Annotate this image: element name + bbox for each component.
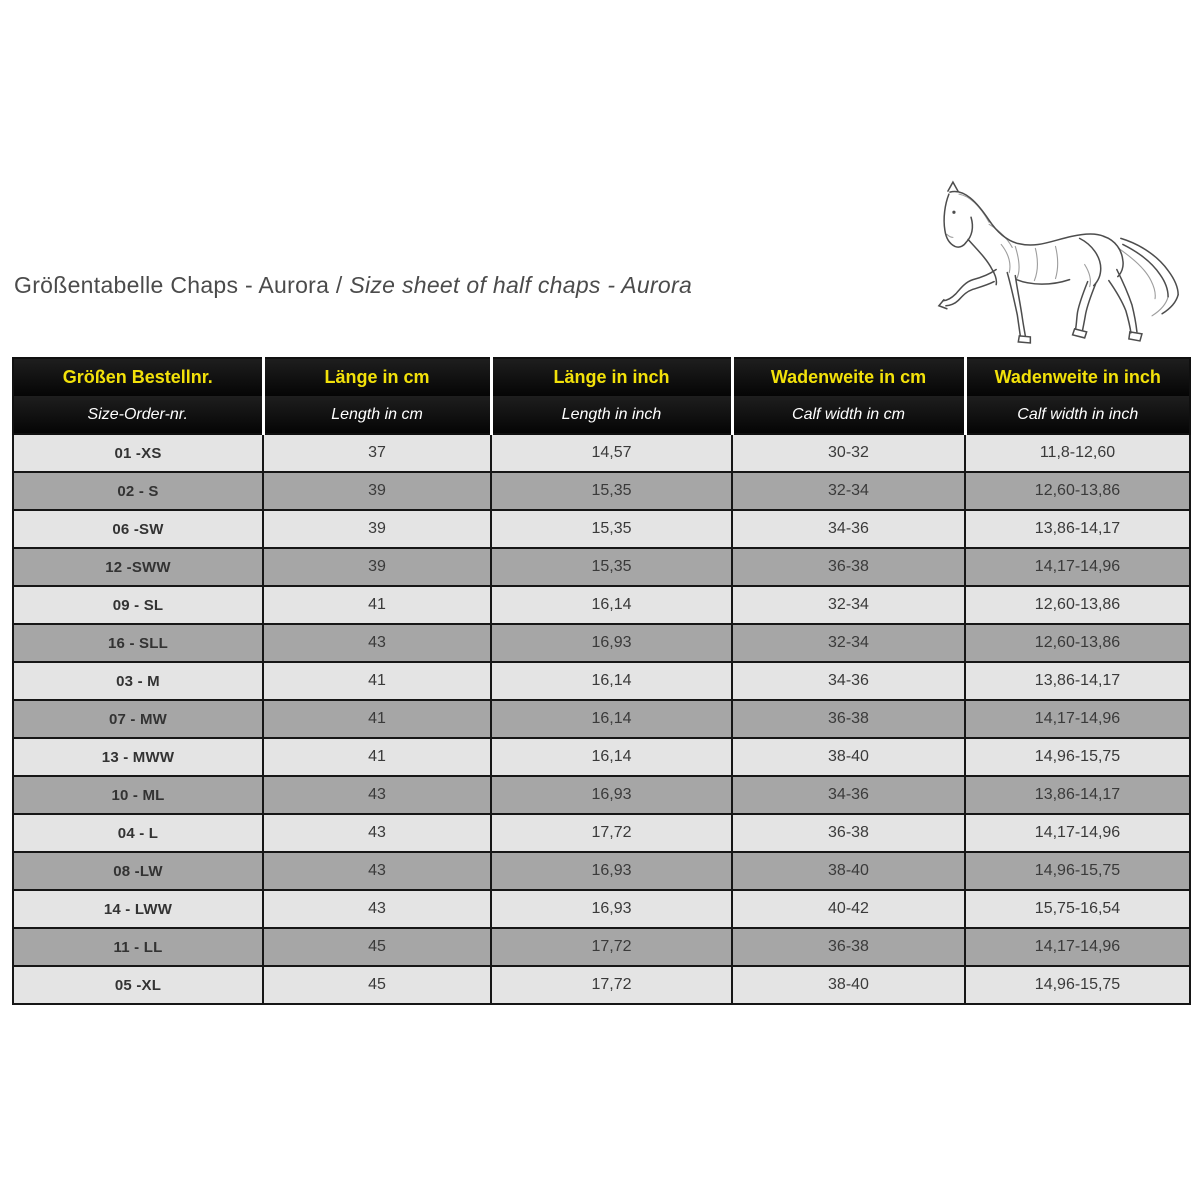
cell-size-order: 08 -LW bbox=[13, 852, 263, 890]
cell-length-inch: 16,14 bbox=[491, 662, 732, 700]
cell-length-cm: 41 bbox=[263, 738, 491, 776]
cell-length-inch: 15,35 bbox=[491, 548, 732, 586]
cell-size-order: 13 - MWW bbox=[13, 738, 263, 776]
col-header-size-order-en: Size-Order-nr. bbox=[13, 396, 263, 434]
table-row bbox=[13, 966, 1190, 1004]
cell-calf-cm: 40-42 bbox=[732, 890, 965, 928]
cell-calf-inch: 14,17-14,96 bbox=[965, 814, 1190, 852]
table-header bbox=[13, 358, 1190, 434]
cell-calf-inch: 14,96-15,75 bbox=[965, 966, 1190, 1004]
cell-calf-cm: 34-36 bbox=[732, 776, 965, 814]
cell-length-cm: 43 bbox=[263, 624, 491, 662]
table-row bbox=[13, 586, 1190, 624]
cell-length-cm: 43 bbox=[263, 776, 491, 814]
cell-length-inch: 16,14 bbox=[491, 586, 732, 624]
table-row bbox=[13, 548, 1190, 586]
cell-calf-cm: 36-38 bbox=[732, 700, 965, 738]
cell-calf-cm: 32-34 bbox=[732, 586, 965, 624]
cell-size-order: 03 - M bbox=[13, 662, 263, 700]
table-row bbox=[13, 776, 1190, 814]
table-row bbox=[13, 662, 1190, 700]
cell-length-inch: 16,14 bbox=[491, 738, 732, 776]
cell-length-inch: 17,72 bbox=[491, 966, 732, 1004]
cell-size-order: 01 -XS bbox=[13, 434, 263, 472]
page-title-english: Size sheet of half chaps - Aurora bbox=[349, 272, 693, 298]
cell-length-cm: 41 bbox=[263, 662, 491, 700]
cell-length-inch: 16,93 bbox=[491, 776, 732, 814]
cell-calf-cm: 32-34 bbox=[732, 472, 965, 510]
col-header-calf-cm-en: Calf width in cm bbox=[732, 396, 965, 434]
cell-size-order: 14 - LWW bbox=[13, 890, 263, 928]
header-row-english bbox=[13, 396, 1190, 434]
cell-calf-cm: 36-38 bbox=[732, 928, 965, 966]
cell-length-inch: 16,93 bbox=[491, 890, 732, 928]
cell-calf-inch: 14,17-14,96 bbox=[965, 700, 1190, 738]
cell-calf-cm: 36-38 bbox=[732, 814, 965, 852]
cell-size-order: 04 - L bbox=[13, 814, 263, 852]
col-header-size-order-de: Größen Bestellnr. bbox=[13, 358, 263, 396]
cell-length-cm: 43 bbox=[263, 852, 491, 890]
cell-size-order: 16 - SLL bbox=[13, 624, 263, 662]
cell-size-order: 10 - ML bbox=[13, 776, 263, 814]
cell-length-cm: 37 bbox=[263, 434, 491, 472]
cell-calf-inch: 14,17-14,96 bbox=[965, 548, 1190, 586]
cell-size-order: 05 -XL bbox=[13, 966, 263, 1004]
cell-calf-cm: 38-40 bbox=[732, 852, 965, 890]
col-header-length-cm-en: Length in cm bbox=[263, 396, 491, 434]
cell-length-cm: 45 bbox=[263, 928, 491, 966]
cell-length-inch: 15,35 bbox=[491, 472, 732, 510]
header-row-german bbox=[13, 358, 1190, 396]
table-row bbox=[13, 510, 1190, 548]
col-header-length-inch-de: Länge in inch bbox=[491, 358, 732, 396]
page-title bbox=[14, 272, 692, 299]
cell-calf-inch: 14,96-15,75 bbox=[965, 738, 1190, 776]
cell-calf-cm: 34-36 bbox=[732, 510, 965, 548]
col-header-calf-inch-de: Wadenweite in inch bbox=[965, 358, 1190, 396]
cell-calf-inch: 11,8-12,60 bbox=[965, 434, 1190, 472]
table-row bbox=[13, 890, 1190, 928]
cell-calf-cm: 32-34 bbox=[732, 624, 965, 662]
cell-length-cm: 41 bbox=[263, 700, 491, 738]
horse-sketch-illustration bbox=[918, 168, 1196, 354]
table-row bbox=[13, 928, 1190, 966]
cell-length-cm: 39 bbox=[263, 548, 491, 586]
cell-calf-cm: 30-32 bbox=[732, 434, 965, 472]
cell-size-order: 11 - LL bbox=[13, 928, 263, 966]
col-header-length-inch-en: Length in inch bbox=[491, 396, 732, 434]
cell-length-inch: 16,93 bbox=[491, 852, 732, 890]
col-header-calf-inch-en: Calf width in inch bbox=[965, 396, 1190, 434]
cell-calf-inch: 13,86-14,17 bbox=[965, 776, 1190, 814]
cell-calf-cm: 36-38 bbox=[732, 548, 965, 586]
cell-length-inch: 17,72 bbox=[491, 814, 732, 852]
cell-size-order: 02 - S bbox=[13, 472, 263, 510]
table-row bbox=[13, 738, 1190, 776]
cell-length-inch: 16,14 bbox=[491, 700, 732, 738]
cell-length-cm: 45 bbox=[263, 966, 491, 1004]
cell-size-order: 12 -SWW bbox=[13, 548, 263, 586]
cell-size-order: 07 - MW bbox=[13, 700, 263, 738]
cell-calf-inch: 14,96-15,75 bbox=[965, 852, 1190, 890]
cell-calf-cm: 34-36 bbox=[732, 662, 965, 700]
table-row bbox=[13, 624, 1190, 662]
col-header-calf-cm-de: Wadenweite in cm bbox=[732, 358, 965, 396]
size-chart-table bbox=[12, 357, 1191, 1005]
cell-calf-inch: 12,60-13,86 bbox=[965, 586, 1190, 624]
table-row bbox=[13, 814, 1190, 852]
cell-calf-inch: 12,60-13,86 bbox=[965, 624, 1190, 662]
cell-calf-inch: 14,17-14,96 bbox=[965, 928, 1190, 966]
cell-calf-cm: 38-40 bbox=[732, 966, 965, 1004]
cell-calf-inch: 12,60-13,86 bbox=[965, 472, 1190, 510]
cell-length-cm: 41 bbox=[263, 586, 491, 624]
cell-calf-inch: 13,86-14,17 bbox=[965, 662, 1190, 700]
col-header-length-cm-de: Länge in cm bbox=[263, 358, 491, 396]
table-row bbox=[13, 434, 1190, 472]
cell-calf-inch: 15,75-16,54 bbox=[965, 890, 1190, 928]
page-title-german: Größentabelle Chaps - Aurora / bbox=[14, 272, 350, 298]
table-row bbox=[13, 700, 1190, 738]
table-row bbox=[13, 852, 1190, 890]
horse-icon bbox=[918, 168, 1196, 354]
cell-size-order: 06 -SW bbox=[13, 510, 263, 548]
cell-length-cm: 39 bbox=[263, 510, 491, 548]
cell-length-cm: 43 bbox=[263, 890, 491, 928]
cell-length-inch: 15,35 bbox=[491, 510, 732, 548]
size-table-body bbox=[13, 434, 1190, 1004]
cell-length-inch: 17,72 bbox=[491, 928, 732, 966]
cell-length-cm: 39 bbox=[263, 472, 491, 510]
cell-length-cm: 43 bbox=[263, 814, 491, 852]
cell-calf-inch: 13,86-14,17 bbox=[965, 510, 1190, 548]
cell-calf-cm: 38-40 bbox=[732, 738, 965, 776]
cell-size-order: 09 - SL bbox=[13, 586, 263, 624]
cell-length-inch: 14,57 bbox=[491, 434, 732, 472]
table-row bbox=[13, 472, 1190, 510]
cell-length-inch: 16,93 bbox=[491, 624, 732, 662]
